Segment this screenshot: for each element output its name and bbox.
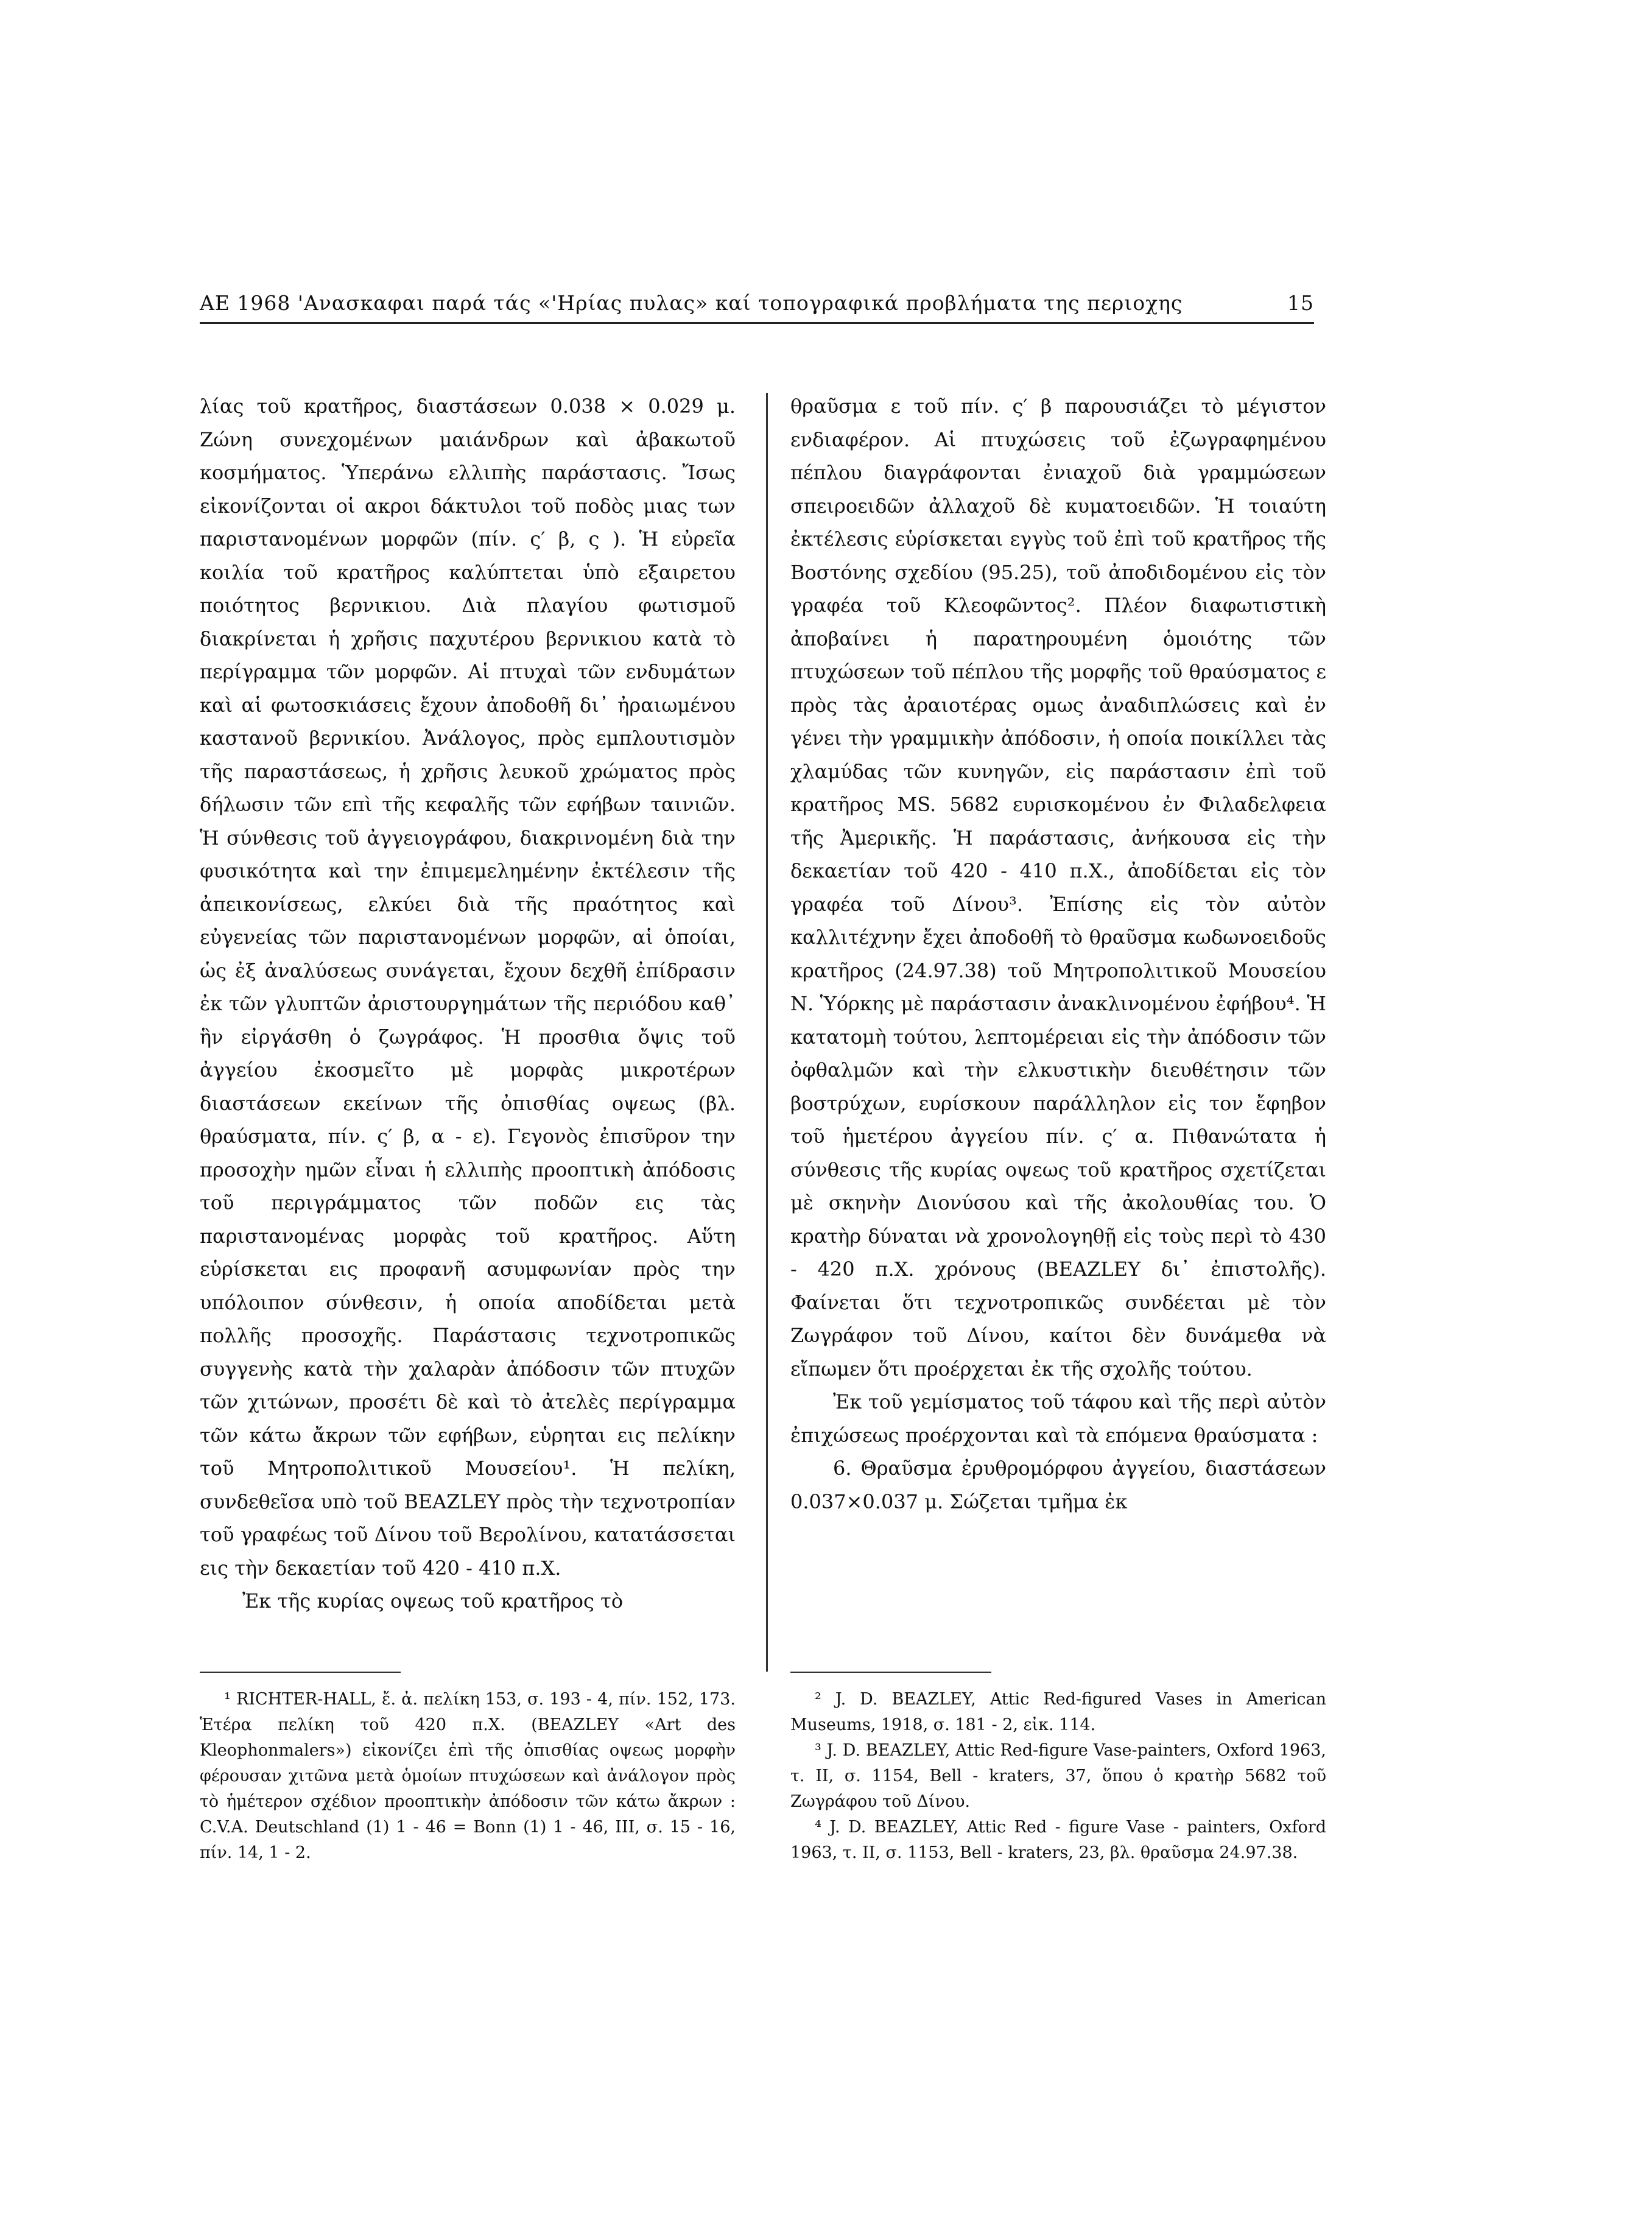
footnotes-right xyxy=(790,1687,1326,1866)
right-paragraph-2: Ἐκ τοῦ γεμίσματος τοῦ τάφου καὶ τῆς περὶ αὐτὸν ἐπιχώσεως προέρχονται καὶ τὰ επόμενα θραύσματα : xyxy=(790,1390,1326,1447)
left-paragraph-1: λίας τοῦ κρατῆρος, διαστάσεων 0.038 × 0.029 μ. Ζώνη συνεχομένων μαιάνδρων καὶ ἀβακωτοῦ κοσμήματος. Ὑπεράνω ελλιπὴς παράστασις. Ἴσως εἰκονίζονται οἱ ακροι δάκτυλοι τοῦ ποδὸς μιας των παριστανομένων μορφῶν (πίν. ς′ β, ς ). Ἡ εὐρεῖα κοιλία τοῦ κρατῆρος καλύπτεται ὑπὸ εξαιρετου ποιότητος βερνικιου. Διὰ πλαγίου φωτισμοῦ διακρίνεται ἡ χρῆσις παχυτέρου βερνικιου κατὰ τὸ περίγραμμα τῶν μορφῶν. Αἱ πτυχαὶ τῶν ενδυμάτων καὶ αἱ φωτοσκιάσεις ἔχουν ἀποδοθῆ δι᾽ ἠραιωμένου καστανοῦ βερνικίου. Ἀνάλογος, πρὸς εμπλουτισμὸν τῆς παραστάσεως, ἡ χρῆσις λευκοῦ χρώματος πρὸς δήλωσιν τῶν επὶ τῆς κεφαλῆς τῶν εφήβων ταινιῶν. Ἡ σύνθεσις τοῦ ἀγγειογράφου, διακρινομένη διὰ την φυσικότητα καὶ την ἐπιμεμελημένην ἐκτέλεσιν τῆς ἀπεικονίσεως, ελκύει διὰ τῆς πραότητος καὶ εὐγενείας τῶν παριστανομένων μορφῶν, αἱ ὁποίαι, ὡς ἐξ ἀναλύσεως συνάγεται, ἔχουν δεχθῆ ἐπίδρασιν ἐκ τῶν γλυπτῶν ἀριστουργημάτων τῆς περιόδου καθ᾽ ἣν εἰργάσθη ὁ ζωγράφος. Ἡ προσθια ὄψις τοῦ ἀγγείου ἐκοσμεῖτο μὲ μορφὰς μικροτέρων διαστάσεων εκείνων τῆς ὀπισθίας οψεως (βλ. θραύσματα, πίν. ς′ β, α - ε). Γεγονὸς ἐπισῦρον την προσοχὴν ημῶν εἶναι ἡ ελλιπὴς προοπτικὴ ἀπόδοσις τοῦ περιγράμματος τῶν ποδῶν εις τὰς παριστανομένας μορφὰς τοῦ κρατῆρος. Αὕτη εὑρίσκεται εις προφανῆ ασυμφωνίαν πρὸς την υπόλοιπον σύνθεσιν, ἡ οποία αποδίδεται μετὰ πολλῆς προσοχῆς. Παράστασις τεχνοτροπικῶς συγγενὴς κατὰ τὴν χαλαρὰν ἀπόδοσιν τῶν πτυχῶν τῶν χιτώνων, προσέτι δὲ καὶ τὸ ἀτελὲς περίγραμμα τῶν κάτω ἄκρων τῶν εφήβων, εὑρηται εις πελίκην τοῦ Μητροπολιτικοῦ Μουσείου¹. Ἡ πελίκη, συνδεθεῖσα υπὸ τοῦ BEAZLEY πρὸς τὴν τεχνοτροπίαν τοῦ γραφέως τοῦ Δίνου τοῦ Βερολίνου, κατατάσσεται εις τὴν δεκαετίαν τοῦ 420 - 410 π.Χ. xyxy=(200,395,736,1580)
column-divider xyxy=(766,393,768,1672)
left-paragraph-2: Ἐκ τῆς κυρίας οψεως τοῦ κρατῆρος τὸ xyxy=(242,1589,624,1613)
page-number: 15 xyxy=(1287,291,1314,315)
footnotes-left xyxy=(200,1687,736,1866)
right-column xyxy=(790,390,1326,1518)
footnote-rule-right xyxy=(790,1672,991,1673)
footnote-rule-left xyxy=(200,1672,401,1673)
right-paragraph-3: 6. Θραῦσμα ἐρυθρομόρφου ἀγγείου, διαστάσεων 0.037×0.037 μ. Σώζεται τμῆμα ἐκ xyxy=(790,1457,1326,1513)
footnote-4: ⁴ J. D. BEAZLEY, Attic Red - figure Vase - painters, Oxford 1963, τ. II, σ. 1153, Bell - kraters, 23, βλ. θραῦσμα 24.97.38. xyxy=(790,1818,1326,1862)
footnote-2: ² J. D. BEAZLEY, Attic Red-figured Vases in American Museums, 1918, σ. 181 - 2, εἰκ. 114. xyxy=(790,1690,1326,1734)
footnote-3: ³ J. D. BEAZLEY, Attic Red-figure Vase-painters, Oxford 1963, τ. II, σ. 1154, Bell - kraters, 37, ὅπου ὁ κρατὴρ 5682 τοῦ Ζωγράφου τοῦ Δίνου. xyxy=(790,1741,1326,1811)
left-column xyxy=(200,390,736,1618)
right-paragraph-1: θραῦσμα ε τοῦ πίν. ς′ β παρουσιάζει τὸ μέγιστον ενδιαφέρον. Αἱ πτυχώσεις τοῦ ἐζωγραφημένου πέπλου διαγράφονται ἐνιαχοῦ διὰ γραμμώσεων σπειροειδῶν ἀλλαχοῦ δὲ κυματοειδῶν. Ἡ τοιαύτη ἐκτέλεσις εὑρίσκεται εγγὺς τοῦ ἐπὶ τοῦ κρατῆρος τῆς Βοστόνης σχεδίου (95.25), τοῦ ἀποδιδομένου εἰς τὸν γραφέα τοῦ Κλεοφῶντος². Πλέον διαφωτιστικὴ ἀποβαίνει ἡ παρατηρουμένη ὁμοιότης τῶν πτυχώσεων τοῦ πέπλου τῆς μορφῆς τοῦ θραύσματος ε πρὸς τὰς ἀραιοτέρας ομως ἀναδιπλώσεις καὶ ἐν γένει τὴν γραμμικὴν ἀπόδοσιν, ἡ οποία ποικίλλει τὰς χλαμύδας τῶν κυνηγῶν, εἰς παράστασιν ἐπὶ τοῦ κρατῆρος MS. 5682 ευρισκομένου ἐν Φιλαδελφεια τῆς Ἀμερικῆς. Ἡ παράστασις, ἀνήκουσα εἰς τὴν δεκαετίαν τοῦ 420 - 410 π.Χ., ἀποδίδεται εἰς τὸν γραφέα τοῦ Δίνου³. Ἐπίσης εἰς τὸν αὐτὸν καλλιτέχνην ἔχει ἀποδοθῆ τὸ θραῦσμα κωδωνοειδοῦς κρατῆρος (24.97.38) τοῦ Μητροπολιτικοῦ Μουσείου Ν. Ὑόρκης μὲ παράστασιν ἀνακλινομένου ἐφήβου⁴. Ἡ κατατομὴ τούτου, λεπτομέρειαι εἰς τὴν ἀπόδοσιν τῶν ὀφθαλμῶν καὶ τὴν ελκυστικὴν διευθέτησιν τῶν βοστρύχων, ευρίσκουν παράλληλον εἰς τον ἔφηβον τοῦ ἡμετέρου ἀγγείου πίν. ς′ α. Πιθανώτατα ἡ σύνθεσις τῆς κυρίας οψεως τοῦ κρατῆρος σχετίζεται μὲ σκηνὴν Διονύσου καὶ τῆς ἀκολουθίας του. Ὁ κρατὴρ δύναται νὰ χρονολογηθῇ εἰς τοὺς περὶ τὸ 430 - 420 π.Χ. χρόνους (BEAZLEY δι᾽ ἐπιστολῆς). Φαίνεται ὅτι τεχνοτροπικῶς συνδέεται μὲ τὸν Ζωγράφον τοῦ Δίνου, καίτοι δὲν δυνάμεθα νὰ εἴπωμεν ὅτι προέρχεται ἐκ τῆς σχολῆς τούτου. xyxy=(790,395,1326,1381)
running-header xyxy=(200,291,1314,324)
running-title: ΑΕ 1968 'Ανασκαφαι παρά τάς «'Ηρίας πυλας» καί τοπογραφικά προβλήματα της περιοχης xyxy=(200,291,1183,315)
footnote-1: ¹ RICHTER-HALL, ἔ. ἀ. πελίκη 153, σ. 193 - 4, πίν. 152, 173. Ἑτέρα πελίκη τοῦ 420 π.Χ. (BEAZLEY «Art des Kleophonmalers») εἰκονίζει ἐπὶ τῆς ὀπισθίας οψεως μορφὴν φέρουσαν χιτῶνα μετὰ ὁμοίων πτυχώσεων καὶ ἀνάλογον πρὸς τὸ ἡμέτερον σχέδιον προοπτικὴν ἀπόδοσιν τῶν κάτω ἄκρων : C.V.A. Deutschland (1) 1 - 46 = Bonn (1) 1 - 46, III, σ. 15 - 16, πίν. 14, 1 - 2. xyxy=(200,1690,736,1862)
